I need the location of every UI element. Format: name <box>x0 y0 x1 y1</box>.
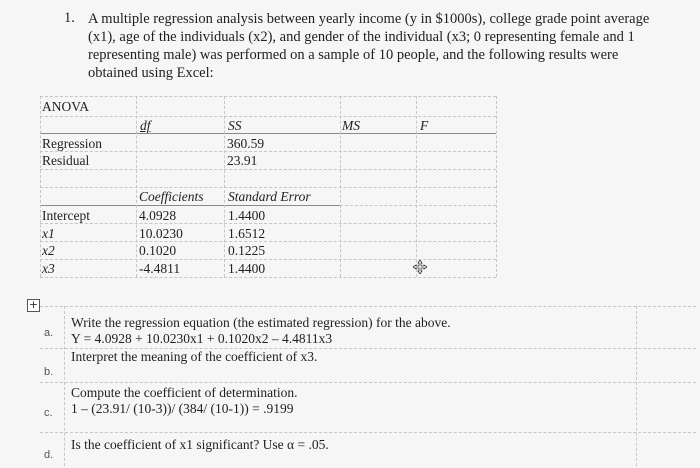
part-c-answer[interactable]: 1 – (23.91/ (10-3))/ (384/ (10-1)) = .9199 <box>71 401 294 416</box>
anova-header-df: df <box>140 118 151 133</box>
question-number: 1. <box>64 10 75 26</box>
anova-row-ss: 23.91 <box>227 153 258 168</box>
coef-row-se: 0.1225 <box>228 243 266 258</box>
coef-row-label: x2 <box>42 243 55 258</box>
part-c-label: c. <box>44 407 53 419</box>
anova-title: ANOVA <box>42 99 90 114</box>
question-line-3: representing male) was performed on a sample of 10 people, and the following results were <box>88 47 619 63</box>
coef-row-value: 4.0928 <box>139 208 177 223</box>
coef-row-value: 10.0230 <box>139 226 183 241</box>
anova-header-ss: SS <box>228 118 242 133</box>
part-a-label: a. <box>44 327 54 339</box>
coef-header-coefficients: Coefficients <box>139 189 204 204</box>
part-c-prompt: Compute the coefficient of determination. <box>71 385 298 400</box>
coef-row-se: 1.4400 <box>228 261 266 276</box>
part-b-prompt: Interpret the meaning of the coefficient of x3. <box>71 349 318 364</box>
part-d-label: d. <box>44 449 54 461</box>
anova-row-label: Residual <box>42 153 90 168</box>
question-line-1: A multiple regression analysis between yearly income (y in $1000s), college grade point average <box>88 11 650 27</box>
part-a-prompt: Write the regression equation (the estimated regression) for the above. <box>71 315 451 330</box>
part-b-label: b. <box>44 366 54 378</box>
anova-row-ss: 360.59 <box>227 136 265 151</box>
anova-header-ms: MS <box>342 118 360 133</box>
part-d-prompt: Is the coefficient of x1 significant? Use α = .05. <box>71 437 329 452</box>
coef-row-label: Intercept <box>42 208 90 223</box>
coef-row-se: 1.4400 <box>228 208 266 223</box>
coef-row-label: x3 <box>42 261 55 276</box>
move-cursor-icon[interactable] <box>413 260 427 274</box>
question-line-4: obtained using Excel: <box>88 65 214 81</box>
question-text <box>88 10 668 82</box>
question-line-2: (x1), age of the individuals (x2), and gender of the individual (x3; 0 representing female and 1 <box>88 29 635 45</box>
coef-row-label: x1 <box>42 226 55 241</box>
coef-row-se: 1.6512 <box>228 226 266 241</box>
coef-row-value: -4.4811 <box>139 261 181 276</box>
anova-header-f: F <box>420 118 429 133</box>
coef-header-std-error: Standard Error <box>228 189 311 204</box>
part-a-answer[interactable]: Y = 4.0928 + 10.0230x1 + 0.1020x2 – 4.4811x3 <box>71 331 333 346</box>
anova-row-label: Regression <box>42 136 102 151</box>
plus-box-icon[interactable]: + <box>28 298 39 311</box>
coef-row-value: 0.1020 <box>139 243 177 258</box>
